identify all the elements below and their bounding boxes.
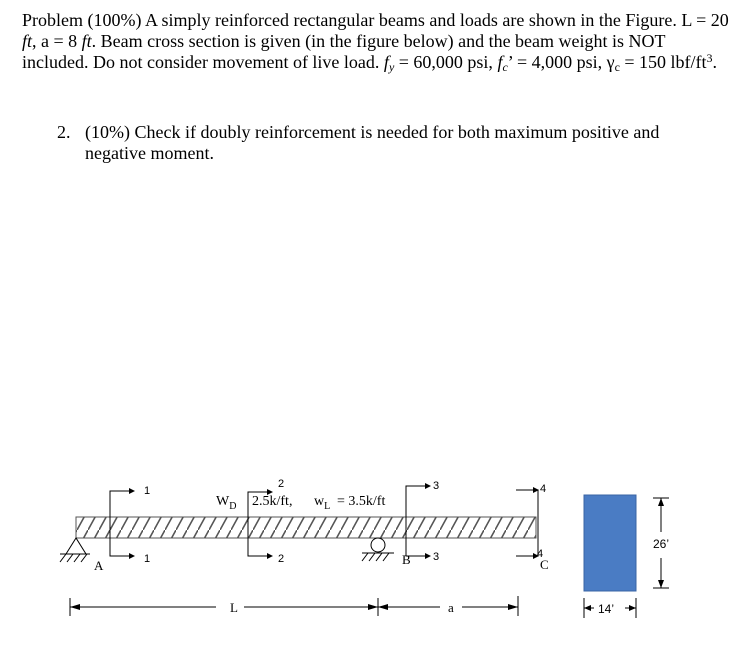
wl-subscript: L <box>324 501 331 512</box>
problem-text-end: . <box>712 52 718 72</box>
section-mark-1-bottom: 1 <box>144 553 151 565</box>
section-mark-1-top: 1 <box>144 485 151 497</box>
dimension-L-label: L <box>230 600 238 615</box>
svg-text:WD <box>216 494 236 512</box>
section-width-label: 14’ <box>598 602 615 616</box>
dimension-a-label: a <box>448 600 454 615</box>
question-number: 2. <box>57 122 71 142</box>
problem-statement <box>22 10 734 73</box>
dimension-a <box>378 596 518 616</box>
section-mark-3-bottom: 3 <box>433 551 440 563</box>
problem-text-1: Problem (100%) A simply reinforced rectangular beams and loads are shown in the Figure. L = 20 <box>22 10 729 30</box>
support-a-label: A <box>94 558 104 573</box>
wd-value: 2.5k/ft, <box>252 494 293 509</box>
dimension-L <box>70 598 378 616</box>
load-label <box>216 494 385 512</box>
beam-figure <box>0 470 747 650</box>
problem-text-2: , a = 8 <box>32 31 82 51</box>
svg-text:wL <box>314 494 330 512</box>
support-b-label: B <box>402 552 411 567</box>
section-height-label: 26’ <box>653 537 670 551</box>
gamma-value: = 150 lbf/ft <box>619 52 707 72</box>
question-text: (10%) Check if doubly reinforcement is needed for both maximum positive and negative moment. <box>85 122 660 163</box>
fc-symbol: f <box>497 52 503 72</box>
problem-text-3: . Beam cross section is given (in the figure below) and the beam weight is NOT included. Do not consider movement of live load. <box>22 31 666 72</box>
section-mark-2-top: 2 <box>278 478 285 490</box>
section-mark-4-bottom: 4 <box>537 548 544 560</box>
a-unit: ft <box>81 31 92 51</box>
fc-subscript: c <box>502 60 508 74</box>
section-mark-2-bottom: 2 <box>278 553 285 565</box>
question-2 <box>57 122 717 164</box>
fy-value: = 60,000 psi, <box>394 52 498 72</box>
L-unit: ft <box>22 31 33 51</box>
end-c-label: C <box>540 557 549 572</box>
fy-subscript: y <box>388 60 395 74</box>
cross-section-rect <box>584 495 636 591</box>
wd-subscript: D <box>229 501 237 512</box>
wl-label: w <box>314 494 325 509</box>
support-b-roller <box>362 538 411 567</box>
fy-symbol: f <box>383 52 389 72</box>
beam <box>76 517 536 538</box>
gamma-subscript: c <box>614 60 620 74</box>
wl-value: = 3.5k/ft <box>337 494 386 509</box>
fc-value: ’ = 4,000 psi, γ <box>507 52 615 72</box>
support-a-pin <box>60 538 104 573</box>
section-mark-4-top: 4 <box>540 483 547 495</box>
wd-label: W <box>216 494 230 509</box>
cross-section <box>584 495 669 618</box>
gamma-superscript: 3 <box>706 51 713 65</box>
section-mark-3-top: 3 <box>433 480 440 492</box>
